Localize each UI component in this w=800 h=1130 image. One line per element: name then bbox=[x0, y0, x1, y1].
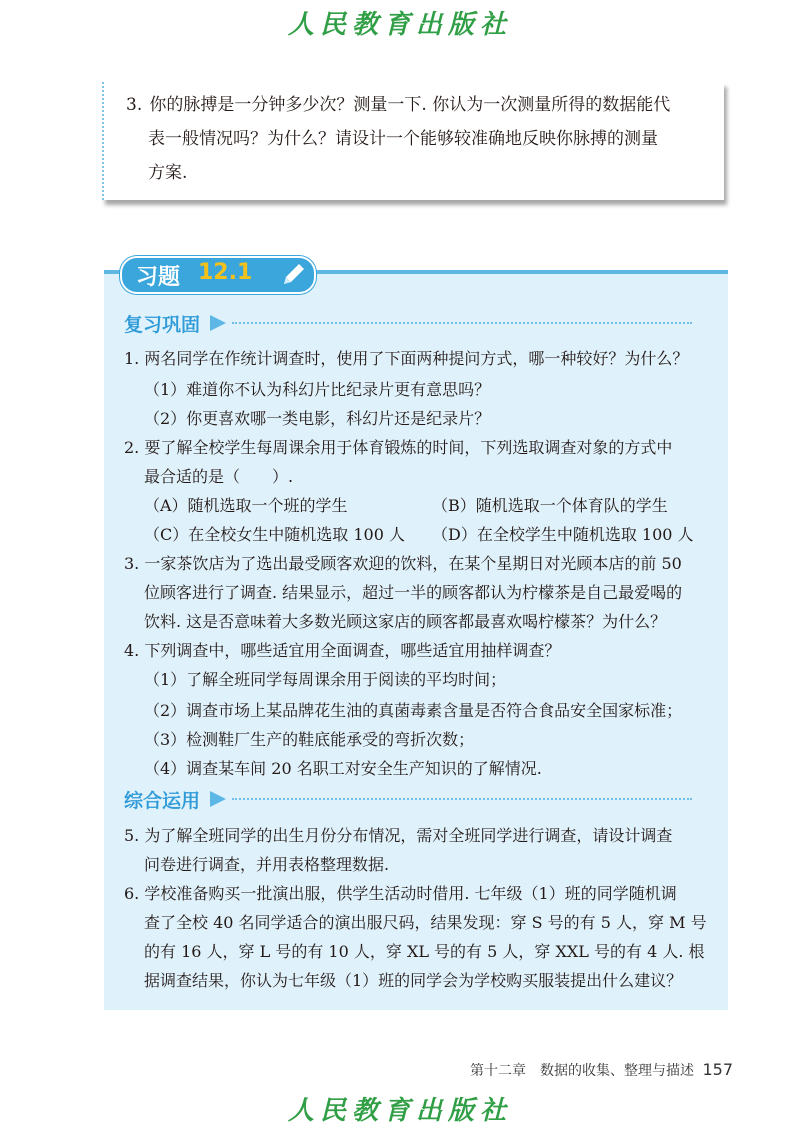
q4-item-4: （4）调查某车间 20 名职工对安全生产知识的了解情况. bbox=[144, 759, 542, 778]
q6-line-2: 查了全校 40 名同学适合的演出服尺码，结果发现：穿 S 号的有 5 人，穿 M 号 bbox=[144, 913, 707, 932]
q3-line-3: 饮料. 这是否意味着大多数光顾这家店的顾客都最喜欢喝柠檬茶？为什么？ bbox=[144, 612, 667, 631]
exercise-tab-label: 习题 bbox=[136, 265, 181, 290]
q1-option-2: （2）你更喜欢哪一类电影，科幻片还是纪录片？ bbox=[144, 409, 491, 428]
q2-stem-cont: 最合适的是（ ）. bbox=[144, 467, 294, 486]
exercise-tab-number: 12.1 bbox=[198, 260, 253, 285]
page-number: 157 bbox=[702, 1060, 733, 1079]
exercise-tab bbox=[120, 256, 316, 294]
q3-line-1: 3. 一家茶饮店为了选出最受顾客欢迎的饮料，在某个星期日对光顾本店的前 50 bbox=[124, 554, 682, 573]
q2-choice-c: （C）在全校女生中随机选取 100 人 bbox=[144, 525, 405, 544]
previous-question-box bbox=[102, 82, 724, 200]
publisher-logo-bottom: 人民教育出版社 bbox=[287, 1096, 512, 1126]
chapter-title: 第十二章 数据的收集、整理与描述 bbox=[470, 1063, 694, 1079]
previous-question-line-1 bbox=[126, 88, 716, 122]
dotted-rule bbox=[232, 322, 692, 324]
q2-choice-b: （B）随机选取一个体育队的学生 bbox=[432, 496, 668, 515]
q1-option-1: （1）难道你不认为科幻片比纪录片更有意思吗？ bbox=[144, 380, 491, 399]
section-review-title: 复习巩固 bbox=[124, 313, 201, 336]
q6-line-1: 6. 学校准备购买一批演出服，供学生活动时借用. 七年级（1）班的同学随机调 bbox=[124, 884, 677, 903]
dotted-rule bbox=[232, 798, 692, 800]
q4-item-2: （2）调查市场上某品牌花生油的真菌毒素含量是否符合食品安全国家标准； bbox=[144, 701, 683, 720]
section-review bbox=[124, 310, 692, 336]
question-number: 3. bbox=[126, 95, 143, 115]
pencil-icon bbox=[278, 260, 308, 290]
triangle-arrow-icon bbox=[210, 315, 226, 331]
previous-question-line-2: 表一般情况吗？为什么？请设计一个能够较准确地反映你脉搏的测量 bbox=[148, 129, 658, 149]
question-text: 你的脉搏是一分钟多少次？测量一下. 你认为一次测量所得的数据能代 bbox=[149, 95, 671, 115]
q2-choice-d: （D）在全校学生中随机选取 100 人 bbox=[432, 525, 694, 544]
q2-choice-a: （A）随机选取一个班的学生 bbox=[144, 496, 348, 515]
q3-line-2: 位顾客进行了调查. 结果显示，超过一半的顾客都认为柠檬茶是自己最爱喝的 bbox=[144, 583, 683, 602]
q4-stem: 4. 下列调查中，哪些适宜用全面调查，哪些适宜用抽样调查？ bbox=[124, 641, 561, 660]
publisher-logo-top: 人民教育出版社 bbox=[287, 10, 512, 40]
previous-question bbox=[126, 88, 716, 190]
footer bbox=[470, 1060, 733, 1080]
triangle-arrow-icon bbox=[210, 791, 226, 807]
q4-item-3: （3）检测鞋厂生产的鞋底能承受的弯折次数； bbox=[144, 730, 475, 749]
q4-item-1: （1）了解全班同学每周课余用于阅读的平均时间； bbox=[144, 670, 507, 689]
q1-stem: 1. 两名同学在作统计调查时，使用了下面两种提问方式，哪一种较好？为什么？ bbox=[124, 349, 689, 368]
q6-line-4: 据调查结果，你认为七年级（1）班的同学会为学校购买服装提出什么建议？ bbox=[144, 971, 683, 990]
q2-stem: 2. 要了解全校学生每周课余用于体育锻炼的时间，下列选取调查对象的方式中 bbox=[124, 438, 673, 457]
q5-line-2: 问卷进行调查，并用表格整理数据. bbox=[144, 855, 390, 874]
section-application-title: 综合运用 bbox=[124, 789, 201, 812]
q6-line-3: 的有 16 人，穿 L 号的有 10 人，穿 XL 号的有 5 人，穿 XXL 号的有 4 人. 根 bbox=[144, 942, 705, 961]
previous-question-line-3: 方案. bbox=[148, 163, 188, 183]
section-application bbox=[124, 786, 692, 812]
q5-line-1: 5. 为了解全班同学的出生月份分布情况，需对全班同学进行调查，请设计调查 bbox=[124, 826, 673, 845]
